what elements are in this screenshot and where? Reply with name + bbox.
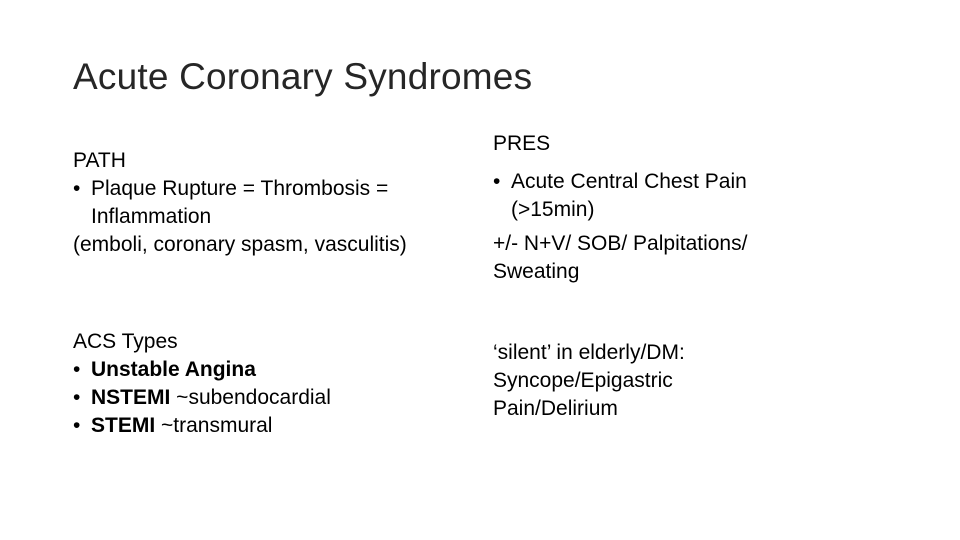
path-note: (emboli, coronary spasm, vasculitis) <box>73 233 407 256</box>
bullet-icon: • <box>73 358 81 381</box>
bullet-icon: • <box>73 386 81 409</box>
bullet-icon: • <box>493 170 501 193</box>
acs-type-detail: ~subendocardial <box>170 386 331 409</box>
acs-types-section <box>73 328 331 440</box>
silent-line2: Syncope/Epigastric <box>493 369 673 392</box>
acs-type-name: NSTEMI <box>91 386 171 409</box>
list-item <box>73 356 331 384</box>
silent-section <box>493 339 685 423</box>
bullet-icon: • <box>73 414 81 437</box>
bullet-icon: • <box>73 177 81 200</box>
silent-line1: ‘silent’ in elderly/DM: <box>493 341 685 364</box>
pres-section <box>493 130 747 286</box>
acs-type-name: Unstable Angina <box>91 358 256 381</box>
pres-bullet-text-line1: Acute Central Chest Pain <box>511 170 747 193</box>
acs-types-heading: ACS Types <box>73 330 178 353</box>
path-bullet-text-line1: Plaque Rupture = Thrombosis = <box>91 177 389 200</box>
pres-bullet <box>493 168 747 196</box>
silent-line3: Pain/Delirium <box>493 397 618 420</box>
list-item <box>73 384 331 412</box>
path-bullet <box>73 175 407 203</box>
pres-bullet-text-line2: (>15min) <box>511 198 595 221</box>
path-bullet-text-line2: Inflammation <box>91 205 212 228</box>
pres-extra-line2: Sweating <box>493 260 580 283</box>
pres-extra-line1: +/- N+V/ SOB/ Palpitations/ <box>493 232 748 255</box>
slide-title: Acute Coronary Syndromes <box>73 56 533 97</box>
acs-type-name: STEMI <box>91 414 156 437</box>
pres-heading: PRES <box>493 132 551 155</box>
path-section <box>73 147 407 259</box>
path-heading: PATH <box>73 149 126 172</box>
acs-type-detail: ~transmural <box>155 414 273 437</box>
list-item <box>73 412 331 440</box>
